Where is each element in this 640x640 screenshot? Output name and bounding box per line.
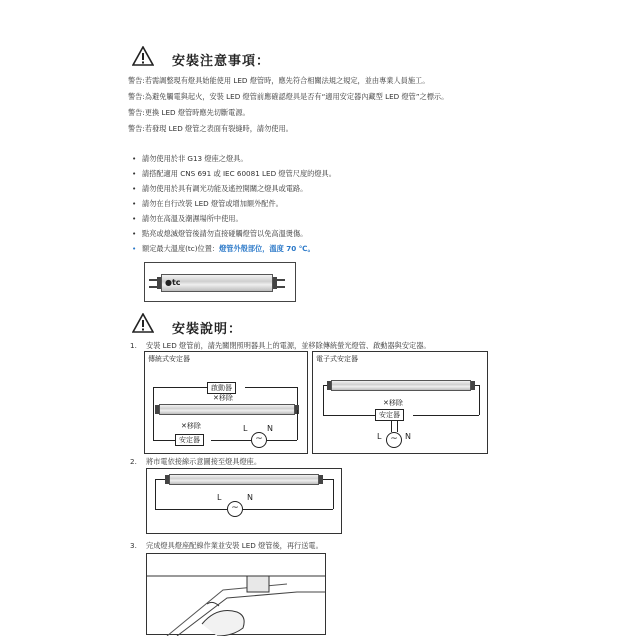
ac-source-icon: ~ (251, 432, 267, 448)
warning-triangle-icon (132, 46, 154, 66)
led-tube (169, 474, 319, 485)
diagram-caption: 傳統式安定器 (148, 355, 190, 363)
fluorescent-tube (159, 404, 295, 415)
wire (153, 387, 207, 388)
step-1: 1. 安裝 LED 燈管前，請先關閉照明器具上的電源，並移除傳統螢光燈管、啟動器與安定器。 (130, 341, 431, 350)
warning-line-2: 警告:為避免觸電與起火，安裝 LED 燈管前應確認燈具是否有“適用安定器內藏型 LED 燈管”之標示。 (128, 92, 449, 101)
tube-pin (149, 279, 157, 281)
wire (323, 385, 324, 415)
wire (155, 479, 165, 480)
line-label: L (243, 424, 248, 433)
tube-end-cap (327, 381, 331, 390)
warning-line-3: 警告:更換 LED 燈管時應先切斷電源。 (128, 108, 250, 117)
starter-box: 啟動器 (207, 382, 236, 394)
wire (153, 387, 154, 410)
tube-pin (149, 286, 157, 288)
remove-label: ✕移除 (181, 422, 201, 430)
ballast-box: 安定器 (375, 409, 404, 421)
step-2: 2. 將市電依接線示意圖接至燈具燈座。 (130, 457, 262, 466)
wire (211, 440, 251, 441)
temperature-note: • 額定最大溫度(tc)位置：燈管外殼部位，溫度 70 ℃。 (132, 244, 315, 253)
ac-source-icon: ~ (227, 501, 243, 517)
wire (245, 387, 297, 388)
wire (267, 440, 297, 441)
wire (153, 440, 175, 441)
ac-source-icon: ~ (386, 432, 402, 448)
tube-illustration (144, 262, 296, 302)
list-item: • 點亮或熄滅燈管後請勿直接碰觸燈管以免高溫燙傷。 (132, 229, 308, 238)
wire (397, 421, 398, 432)
ballast-box: 安定器 (175, 434, 204, 446)
section2-title: 安裝說明： (172, 322, 243, 337)
wire (297, 410, 298, 440)
diagram-caption: 電子式安定器 (316, 355, 358, 363)
list-item: • 請勿在高溫及潮濕場所中使用。 (132, 214, 243, 223)
traditional-ballast-diagram (144, 351, 308, 454)
tube-end-cap (155, 405, 159, 414)
installation-illustration (146, 553, 326, 635)
line-label: L (377, 432, 382, 441)
line-label: L (217, 493, 222, 502)
remove-label: ✕移除 (383, 399, 403, 407)
wire (413, 415, 479, 416)
tube-end-cap (165, 475, 169, 484)
section1-title: 安裝注意事項： (172, 54, 271, 69)
wiring-diagram (146, 468, 342, 534)
remove-label: ✕移除 (213, 394, 233, 402)
wire (155, 479, 156, 509)
list-item: • 請勿使用於非 G13 燈座之燈具。 (132, 154, 248, 163)
tc-marker: ●tc (165, 278, 181, 287)
wire (391, 421, 392, 432)
wire (323, 479, 333, 480)
neutral-label: N (247, 493, 253, 502)
list-item: • 請勿使用於具有調光功能及遙控開關之燈具或電路。 (132, 184, 308, 193)
neutral-label: N (405, 432, 411, 441)
list-item: • 請搭配適用 CNS 691 或 IEC 60081 LED 燈管尺度的燈具。 (132, 169, 336, 178)
step-3: 3. 完成燈具燈座配線作業並安裝 LED 燈管後，再行送電。 (130, 541, 323, 550)
wire (479, 385, 480, 415)
fluorescent-tube (331, 380, 471, 391)
warning-line-4: 警告:若發現 LED 燈管之表面有裂縫時，請勿使用。 (128, 124, 293, 133)
wire (475, 385, 479, 386)
neutral-label: N (267, 424, 273, 433)
warning-triangle-icon (132, 313, 154, 333)
warning-line-1: 警告:若需調整現有燈具始能使用 LED 燈管時，應先符合相關法規之規定，並由專業人員施工。 (128, 76, 430, 85)
hand-installing-tube-illustration (147, 554, 327, 636)
electronic-ballast-diagram (312, 351, 488, 454)
wire (243, 509, 333, 510)
wire (333, 479, 334, 509)
tube-pin (277, 279, 285, 281)
wire (323, 385, 327, 386)
list-item: • 請勿在自行改裝 LED 燈管或增加額外配件。 (132, 199, 283, 208)
wire (155, 509, 227, 510)
wire (323, 415, 375, 416)
tube-pin (277, 286, 285, 288)
wire (153, 410, 154, 440)
